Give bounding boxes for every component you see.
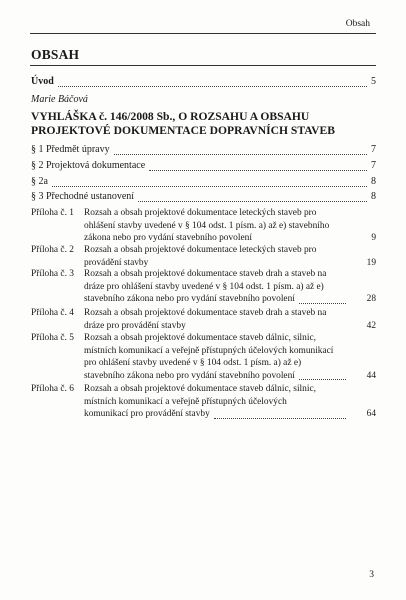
annex-title-line: Rozsah a obsah projektové dokumentace staveb drah a staveb na (84, 269, 327, 279)
annex-title-line: místních komunikací a veřejně přístupných účelových (84, 396, 287, 407)
toc-page-number: 19 (366, 257, 376, 268)
decree-heading-line: VYHLÁŠKA č. 146/2008 Sb., O ROZSAHU A OBSAHU (31, 110, 310, 123)
title-rule (30, 65, 376, 66)
decree-heading-line: PROJEKTOVÉ DOKUMENTACE DOPRAVNÍCH STAVEB (31, 124, 335, 137)
annex-label: Příloha č. 4 (31, 308, 74, 318)
toc-page-number: 28 (366, 294, 376, 305)
annex-label: Příloha č. 6 (31, 384, 74, 394)
toc-entry-label: § 3 Přechodné ustanovení (31, 191, 135, 202)
dot-leader (52, 186, 367, 187)
toc-entry-label: § 2 Projektová dokumentace (31, 160, 146, 171)
annex-title-line: zákona nebo pro vydání stavebního povolení (84, 233, 252, 244)
toc-entry-annex[interactable] (31, 307, 376, 332)
toc-page-number: 42 (366, 320, 376, 331)
annex-label: Příloha č. 2 (31, 245, 74, 255)
annex-label: Příloha č. 5 (31, 333, 74, 343)
annex-title-line: Rozsah a obsah projektové dokumentace staveb drah a staveb na (84, 308, 327, 318)
running-head: Obsah (345, 19, 370, 29)
toc-entry-annex[interactable] (31, 383, 376, 421)
toc-entry-label: § 2a (31, 176, 48, 187)
page-number: 3 (369, 570, 374, 580)
annex-title-line: místních komunikací a veřejně přístupných účelových komunikací (84, 345, 334, 356)
annex-title-line: dráze pro provádění stavby (84, 320, 186, 331)
toc-page-number: 7 (371, 160, 376, 171)
dot-leader (299, 303, 346, 304)
annex-label: Příloha č. 3 (31, 269, 74, 279)
toc-entry-intro[interactable] (31, 76, 376, 89)
toc-entry-annex[interactable] (31, 332, 376, 382)
annex-title-line: stavebního zákona nebo pro vydání stavebního povolení (84, 370, 295, 381)
toc-page-number: 5 (371, 76, 376, 87)
annex-title-line: ohlášení stavby uvedené v § 104 odst. 1 písm. a) až e) stavebního (84, 220, 330, 231)
decree-heading (31, 110, 376, 138)
annex-title-line: pro ohlášení stavby uvedené v § 104 odst. 1 písm. a) až e) (84, 358, 302, 369)
toc-page-number: 64 (366, 409, 376, 420)
annex-title-line: komunikací pro provádění stavby (84, 409, 210, 420)
toc-entry-section[interactable] (31, 144, 376, 157)
dot-leader (114, 154, 367, 155)
toc-page-number: 8 (371, 176, 376, 187)
toc-page-number: 7 (371, 144, 376, 155)
toc-entry-section[interactable] (31, 191, 376, 204)
annex-title-line: stavebního zákona nebo pro vydání stavebního povolení (84, 294, 295, 305)
toc-entry-annex[interactable] (31, 244, 376, 269)
toc-entry-label: § 1 Předmět úpravy (31, 144, 110, 155)
annex-title-line: dráze pro ohlášení stavby uvedené v § 104 odst. 1 písm. a) až e) (84, 281, 324, 292)
dot-leader (149, 170, 367, 171)
dot-leader (214, 418, 346, 419)
dot-leader (58, 86, 367, 87)
toc-entry-section[interactable] (31, 176, 376, 189)
annex-title-line: Rozsah a obsah projektové dokumentace leteckých staveb pro (84, 245, 317, 255)
toc-entry-section[interactable] (31, 160, 376, 173)
header-rule (30, 33, 376, 34)
dot-leader (138, 201, 367, 202)
annex-title-line: Rozsah a obsah projektové dokumentace staveb dálnic, silnic, (84, 333, 316, 343)
annex-title-line: provádění stavby (84, 257, 149, 268)
contents-title: OBSAH (31, 47, 80, 62)
toc-page-number: 9 (371, 233, 376, 244)
toc-entry-label: Úvod (31, 76, 54, 87)
toc-page-number: 8 (371, 191, 376, 202)
annex-title-line: Rozsah a obsah projektové dokumentace leteckých staveb pro (84, 208, 317, 218)
toc-entry-annex[interactable] (31, 268, 376, 306)
annex-title-line: Rozsah a obsah projektové dokumentace staveb dálnic, silnic, (84, 384, 316, 394)
toc-page-number: 44 (366, 370, 376, 381)
annex-label: Příloha č. 1 (31, 208, 74, 218)
toc-entry-annex[interactable] (31, 207, 376, 245)
author-name: Marie Báčová (31, 94, 88, 105)
dot-leader (299, 379, 346, 380)
